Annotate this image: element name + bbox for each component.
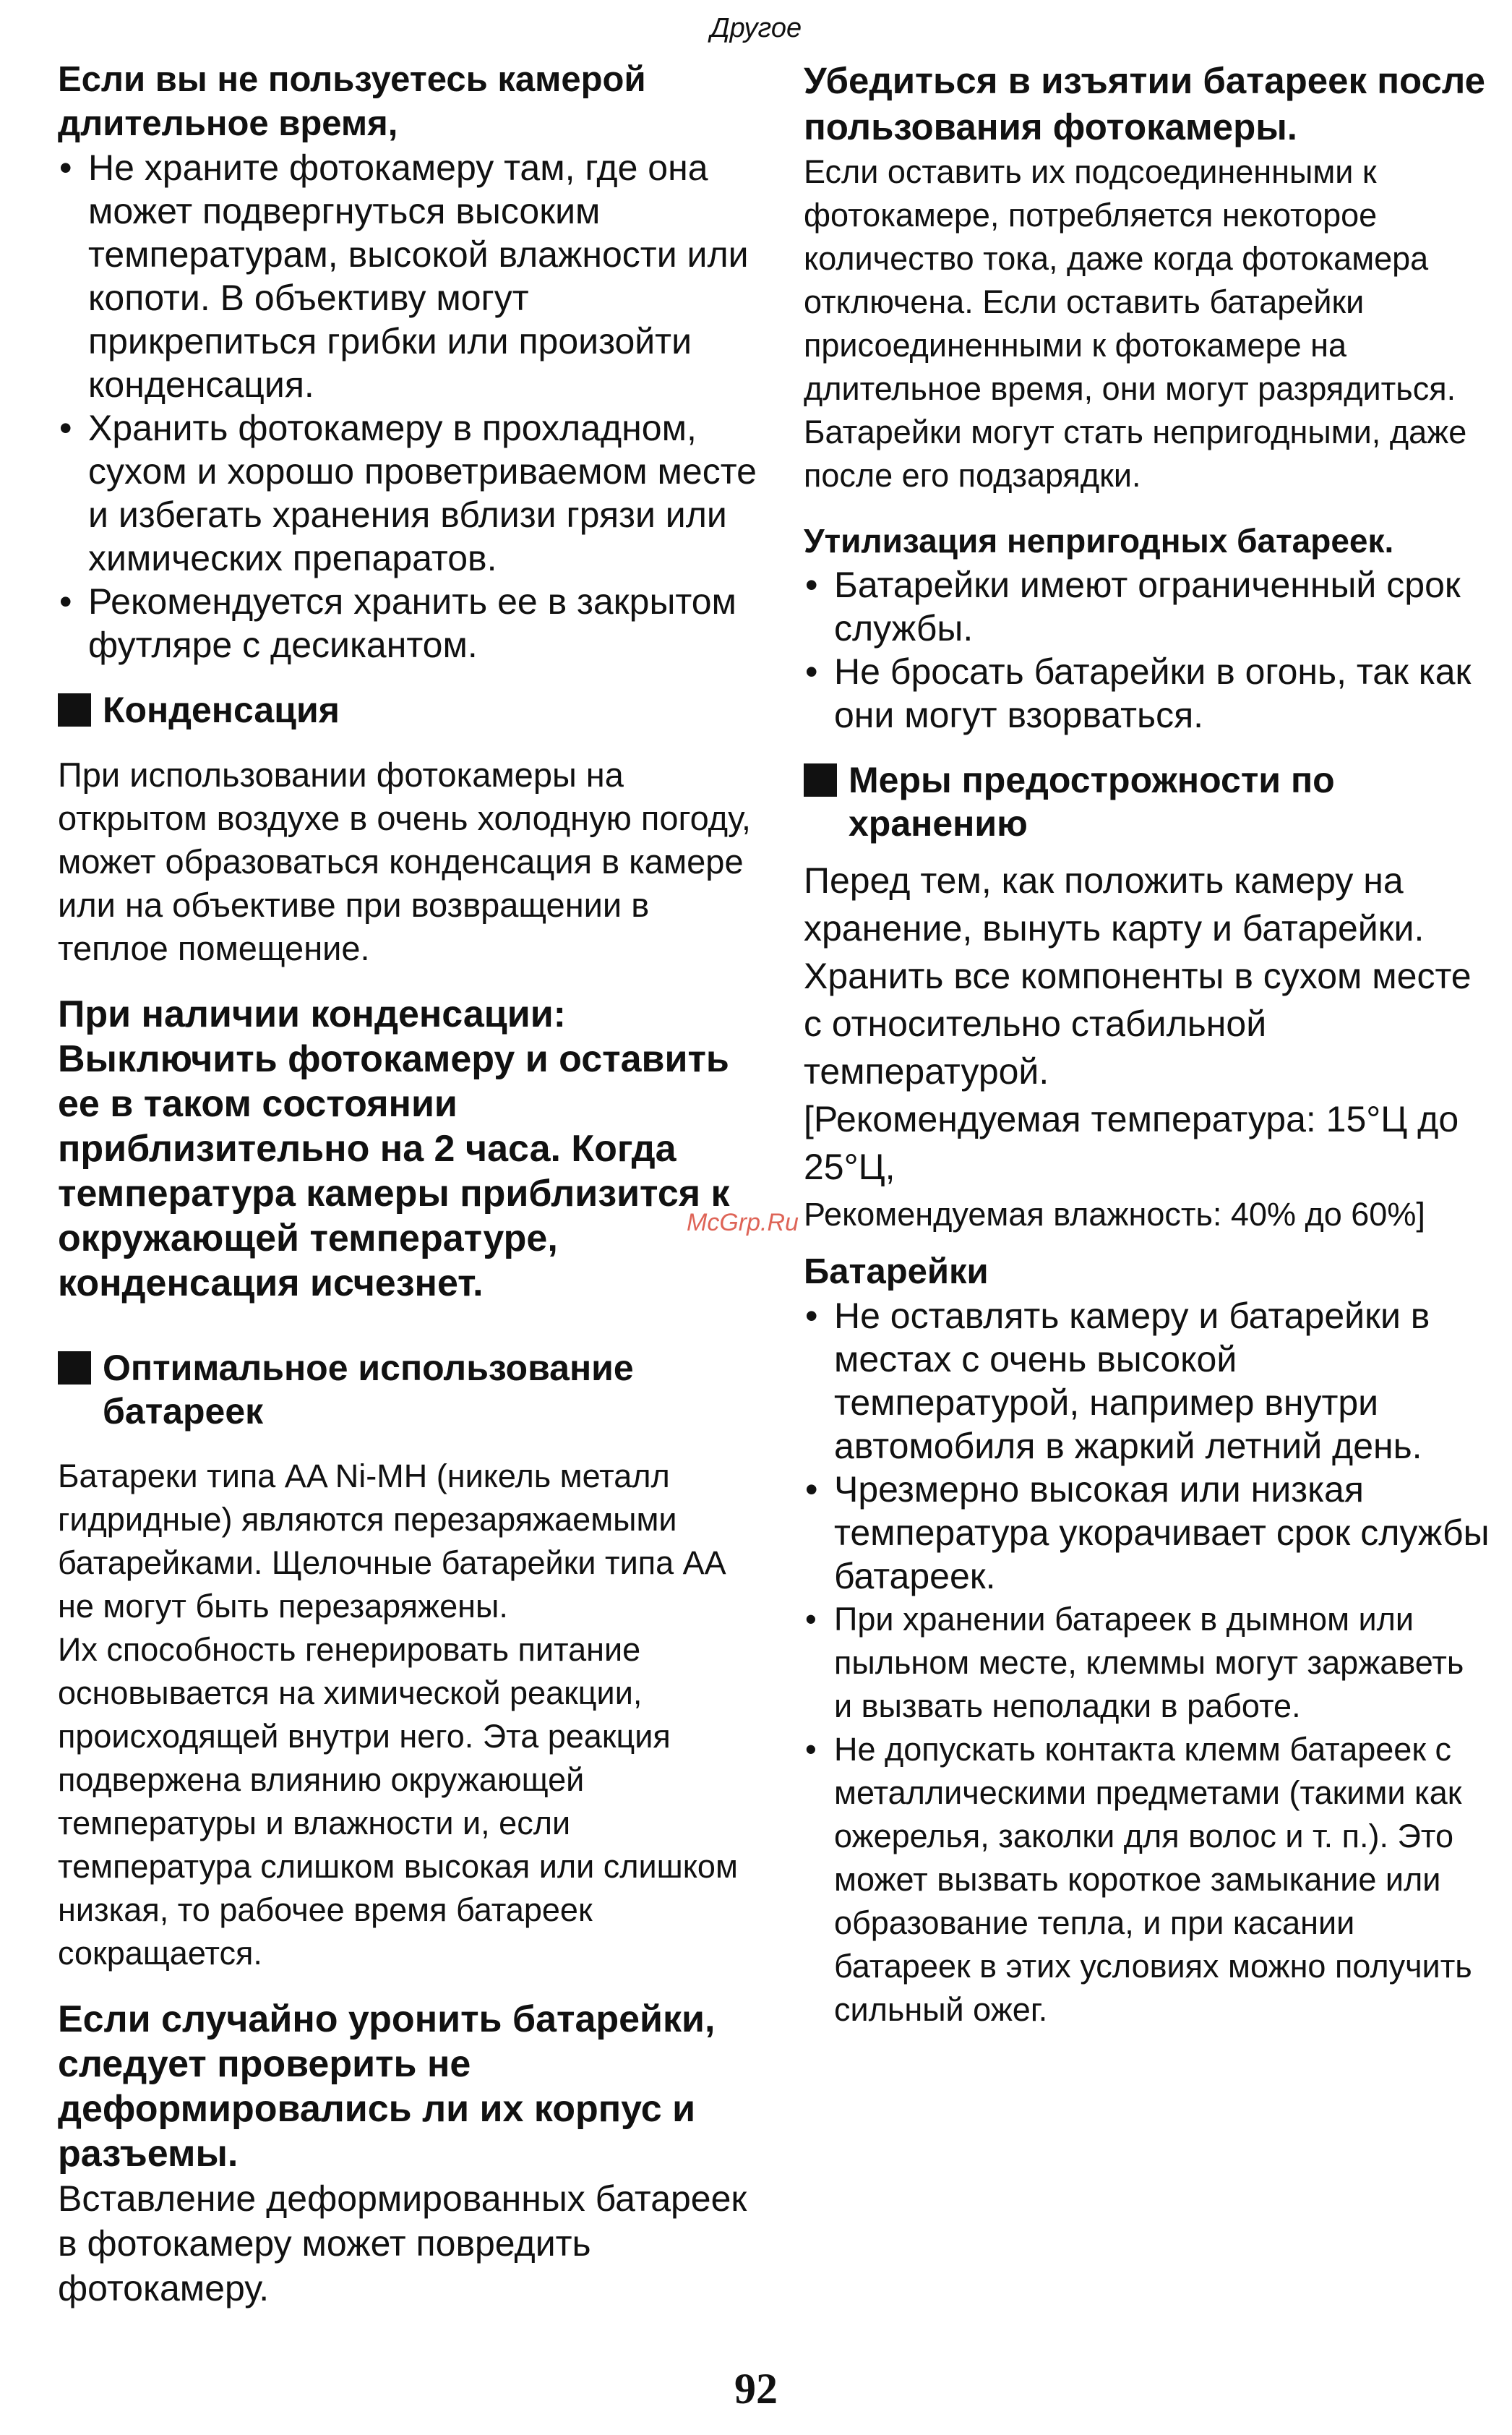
storage-heading [804,758,1490,845]
list-item: • Хранить фотокамеру в прохладном, сухом и хорошо проветриваемом месте и избегать хранения вблизи грязи или химических препаратов. [58,406,763,580]
condensation-title: Конденсация [103,690,340,730]
section-square-icon [58,1351,91,1385]
batteries-heading [58,1346,763,1433]
batteries-title: Оптимальное использование батареек [103,1348,634,1432]
list-item: • Батарейки имеют ограниченный срок службы. [804,563,1490,650]
batteries-care-list-small [804,1598,1490,2032]
disposal-list [804,563,1490,737]
long-storage-list [58,146,763,667]
remove-batteries-title: Убедиться в изъятии батареек после пользования фотокамеры. [804,60,1485,147]
storage-temperature: [Рекомендуемая температура: 15°Ц до 25°Ц, [804,1099,1459,1187]
list-item: • Не храните фотокамеру там, где она может подвергнуться высоким температурам, высокой влажности или копоти. В объективу могут прикрепиться грибки или произойти конденсация. [58,146,763,406]
drop-warning-title: Если случайно уронить батарейки, следует проверить не деформировались ли их корпус и разъемы. [58,1998,716,2175]
list-item: • Не допускать контакта клемм батареек с металлическими предметами (такими как ожерелья, заколки для волос и т. п.). Это может вызвать короткое замыкание или образование тепла, и при касании батареек в этих условиях можно получить сильный ожег. [804,1728,1490,2032]
drop-warning-body: Вставление деформированных батареек в фотокамеру может повредить фотокамеру. [58,2178,747,2308]
section-square-icon [58,693,91,727]
remove-batteries-body: Если оставить их подсоединенными к фотокамере, потребляется некоторое количество тока, даже когда фотокамера отключена. Если оставить батарейки присоединенными к фотокамере на длительное время, они могут разрядиться. Батарейки могут стать непригодными, даже после его подзарядки. [804,153,1467,494]
storage-body-1: Перед тем, как положить камеру на хранение, вынуть карту и батарейки. [804,860,1425,949]
condensation-heading [58,688,763,732]
condensation-note: При наличии конденсации: Выключить фотокамеру и оставить ее в таком состоянии приблизительно на 2 часа. Когда температура камеры приблизится к окружающей температуре, конденсация исчезнет. [58,993,730,1304]
list-item: • Не бросать батарейки в огонь, так как они могут взорваться. [804,650,1490,737]
batteries-care-title: Батарейки [804,1252,989,1291]
left-column [58,58,763,2311]
list-item: • Чрезмерно высокая или низкая температура укорачивает срок службы батареек. [804,1468,1490,1598]
batteries-paragraph-2: Их способность генерировать питание основывается на химической реакции, происходящей внутри него. Эта реакция подвержена влиянию окружающей температуры и влажности и, если температура слишком высокая или слишком низкая, то рабочее время батареек сокращается. [58,1631,738,1972]
watermark: McGrp.Ru [687,1209,799,1236]
storage-title: Меры предострожности по хранению [849,760,1335,844]
right-column [804,58,1490,2032]
long-storage-title: Если вы не пользуетесь камерой длительное время, [58,60,646,143]
list-item: • При хранении батареек в дымном или пыльном месте, клеммы могут заржаветь и вызвать неполадки в работе. [804,1598,1490,1728]
storage-body-2: Хранить все компоненты в сухом месте с относительно стабильной температурой. [804,956,1472,1092]
list-item: • Не оставлять камеру и батарейки в местах с очень высокой температурой, например внутри автомобиля в жаркий летний день. [804,1294,1490,1468]
batteries-paragraph-1: Батареки типа AA Ni-MH (никель металл гидридные) являются перезаряжаемыми батарейками. Щелочные батарейки типа AA не могут быть перезаряжены. [58,1458,725,1625]
list-item: • Рекомендуется хранить ее в закрытом футляре с десикантом. [58,580,763,667]
section-square-icon [804,763,837,797]
batteries-care-list [804,1294,1490,1598]
section-header: Другое [710,13,802,43]
storage-humidity: Рекомендуемая влажность: 40% до 60%] [804,1196,1425,1233]
page-number: 92 [734,2365,778,2413]
condensation-body: При использовании фотокамеры на открытом воздухе в очень холодную погоду, может образоваться конденсация в камере или на объективе при возвращении в теплое помещение. [58,756,751,967]
disposal-title: Утилизация непригодных батареек. [804,522,1394,560]
